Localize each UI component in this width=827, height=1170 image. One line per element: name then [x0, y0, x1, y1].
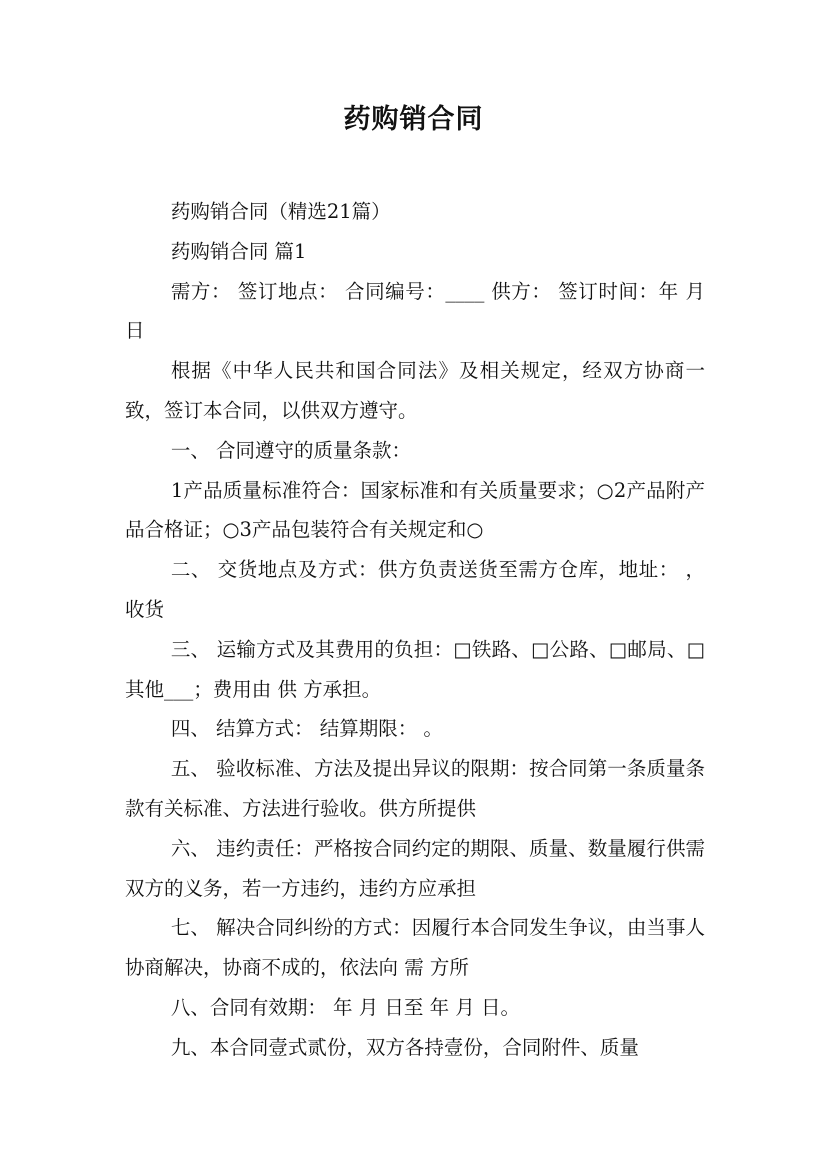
paragraph-clause-6: 六、 违约责任：严格按合同约定的期限、质量、数量履行供需双方的义务，若一方违约，违约方应承担	[125, 836, 705, 900]
paragraph-clause-7: 七、 解决合同纠纷的方式：因履行本合同发生争议，由当事人协商解决，协商不成的，依法向 需 方所	[125, 916, 705, 980]
document-body	[125, 192, 705, 1068]
paragraph-clause-3: 三、 运输方式及其费用的负担：□铁路、□公路、□邮局、□其他___；费用由 供 方承担。	[125, 637, 705, 701]
paragraph-clause-1: 一、 合同遵守的质量条款：	[170, 438, 412, 462]
paragraph-clause-8: 八、合同有效期： 年 月 日至 年 月 日。	[170, 995, 521, 1019]
document-title: 药购销合同	[343, 104, 484, 135]
paragraph-clause-1-detail: 1产品质量标准符合：国家标准和有关质量要求；○2产品附产品合格证；○3产品包装符合有关规定和○	[125, 478, 705, 542]
paragraph-preamble: 根据《中华人民共和国合同法》及相关规定，经双方协商一致，签订本合同，以供双方遵守。	[125, 359, 705, 422]
paragraph-clause-5: 五、 验收标准、方法及提出异议的限期：按合同第一条质量条款有关标准、方法进行验收。供方所提供	[125, 757, 705, 820]
paragraph-clause-4: 四、 结算方式： 结算期限： 。	[170, 717, 443, 741]
paragraph-parties: 需方： 签订地点： 合同编号：____ 供方： 签订时间：年 月 日	[125, 279, 705, 343]
paragraph-section-heading: 药购销合同 篇1	[170, 239, 307, 263]
paragraph-clause-2: 二、 交货地点及方式：供方负责送货至需方仓库，地址： ，收货	[125, 558, 705, 621]
paragraph-clause-9: 九、本合同壹式贰份，双方各持壹份，合同附件、质量	[170, 1035, 639, 1059]
paragraph-subtitle: 药购销合同（精选21篇）	[170, 200, 391, 223]
